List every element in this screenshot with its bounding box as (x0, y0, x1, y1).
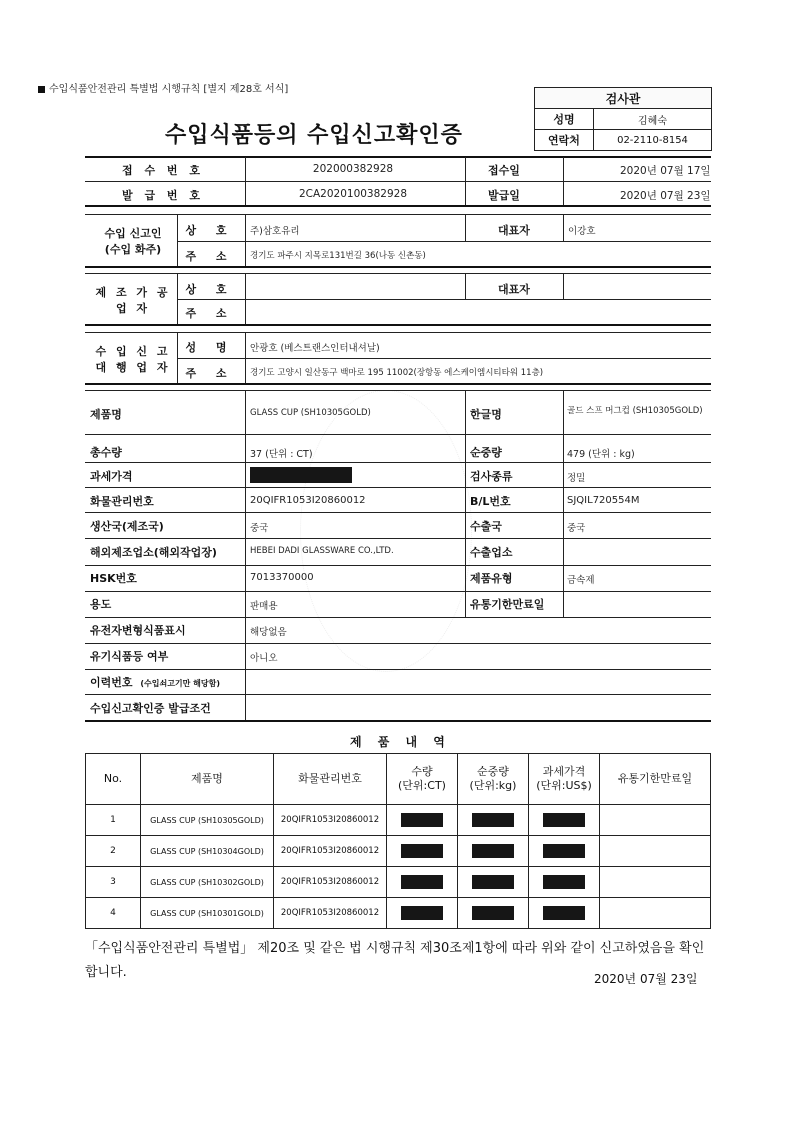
hsk-label: HSK번호 (90, 572, 137, 585)
table-row (86, 805, 711, 836)
item-price (529, 805, 600, 836)
redacted-taxable-price (250, 467, 352, 483)
divider (85, 643, 711, 644)
agent-name-label: 성 명 (185, 341, 235, 354)
agent-address: 경기도 고양시 일산동구 백마로 195 11002(장항동 에스케이엠시티타워 11층) (250, 368, 544, 378)
column-divider (245, 274, 246, 324)
divider (85, 487, 711, 488)
col-header-no: No. (86, 754, 141, 805)
item-name: GLASS CUP (SH10305GOLD) (141, 805, 274, 836)
manufacturer-label-line1: 제 조 가 공 (95, 286, 171, 299)
organic: 아니오 (250, 653, 278, 664)
importer-rep-label: 대표자 (498, 224, 530, 237)
divider (85, 694, 711, 695)
redacted-price (543, 813, 585, 827)
item-weight (458, 836, 529, 867)
product-type-label: 제품유형 (470, 572, 513, 585)
item-no: 2 (86, 836, 141, 867)
importer-company: 주)삼호유리 (250, 226, 300, 237)
agent-label (88, 344, 178, 376)
confirmation-date: 2020년 07월 23일 (594, 972, 698, 986)
trace-note: (수입쇠고기만 해당함) (140, 679, 221, 688)
use-label: 용도 (90, 598, 112, 611)
item-cargo: 20QIFR1053I20860012 (274, 836, 387, 867)
col-header-weight: 순중량 (단위:kg) (458, 754, 529, 805)
trace-label (90, 674, 220, 690)
item-weight (458, 805, 529, 836)
trace-label-text: 이력번호 (90, 676, 133, 689)
item-cargo: 20QIFR1053I20860012 (274, 805, 387, 836)
column-divider (563, 215, 564, 241)
column-divider (465, 391, 466, 617)
items-header-row (86, 754, 711, 805)
overseas-mfr-label: 해외제조업소(해외작업장) (90, 546, 217, 559)
column-divider (465, 274, 466, 299)
redacted-weight (472, 875, 514, 889)
redacted-weight (472, 906, 514, 920)
column-divider (245, 391, 246, 720)
table-row (86, 867, 711, 898)
inspector-name: 김혜숙 (594, 109, 712, 130)
form-note-text: 수입식품안전관리 특별법 시행규칙 [별지 제28호 서식] (49, 84, 289, 95)
column-divider (563, 274, 564, 299)
taxable-price-label: 과세가격 (90, 470, 133, 483)
inspector-box (534, 87, 712, 151)
column-divider (563, 391, 564, 617)
col-header-expiry: 유통기한만료일 (600, 754, 711, 805)
product-name: GLASS CUP (SH10305GOLD) (250, 408, 371, 418)
column-divider (245, 333, 246, 383)
receipt-date: 2020년 07월 17일 (620, 165, 711, 177)
form-reference-note (38, 80, 288, 95)
receipt-date-label: 접수일 (488, 164, 520, 177)
divider (85, 669, 711, 670)
issue-no: 2CA2020100382928 (298, 188, 408, 200)
divider (85, 266, 711, 268)
net-weight: 479 (단위 : kg) (567, 449, 635, 460)
item-expiry (600, 867, 711, 898)
column-divider (177, 215, 178, 266)
item-qty (387, 867, 458, 898)
column-divider (465, 157, 466, 205)
item-weight (458, 867, 529, 898)
exporter-label: 수출업소 (470, 546, 513, 559)
gmo: 해당없음 (250, 627, 287, 638)
korean-name-label: 한글명 (470, 408, 502, 421)
item-name: GLASS CUP (SH10304GOLD) (141, 836, 274, 867)
inspector-name-label: 성명 (535, 109, 594, 130)
redacted-weight (472, 813, 514, 827)
product-name-label: 제품명 (90, 408, 122, 421)
agent-name: 안광호 (베스트랜스인터내셔날) (250, 343, 380, 354)
origin: 중국 (250, 523, 269, 534)
column-divider (563, 157, 564, 205)
item-no: 3 (86, 867, 141, 898)
use: 판매용 (250, 601, 278, 612)
importer-address: 경기도 파주시 지목로131번길 36(나동 신촌동) (250, 251, 426, 261)
col-header-cargo: 화물관리번호 (274, 754, 387, 805)
redacted-qty (401, 813, 443, 827)
divider (177, 241, 711, 242)
column-divider (245, 157, 246, 205)
item-name: GLASS CUP (SH10302GOLD) (141, 867, 274, 898)
divider (85, 156, 711, 158)
agent-address-label: 주 소 (185, 367, 235, 380)
divider (85, 324, 711, 326)
export-country: 중국 (567, 523, 586, 534)
manufacturer-rep-label: 대표자 (498, 283, 530, 296)
cargo-no: 20QIFR1053I20860012 (250, 495, 366, 506)
items-section-title: 제 품 내 역 (350, 735, 451, 749)
divider (85, 512, 711, 513)
overseas-mfr: HEBEI DADI GLASSWARE CO.,LTD. (250, 546, 394, 556)
issue-date: 2020년 07월 23일 (620, 190, 711, 202)
divider (177, 299, 711, 300)
item-qty (387, 805, 458, 836)
item-price (529, 867, 600, 898)
divider (177, 358, 711, 359)
table-row (86, 836, 711, 867)
expiry-label: 유통기한만료일 (470, 598, 545, 611)
divider (85, 205, 711, 207)
importer-rep: 이강호 (568, 226, 596, 237)
confirmation-statement: 「수입식품안전관리 특별법」 제20조 및 같은 법 시행규칙 제30조제1항에 따라 위와 같이 신고하였음을 확인합니다. (85, 941, 705, 980)
inspector-contact: 02-2110-8154 (594, 130, 712, 151)
importer-label-line2: (수입 화주) (104, 243, 162, 256)
cargo-no-label: 화물관리번호 (90, 495, 154, 508)
divider (85, 383, 711, 385)
redacted-price (543, 906, 585, 920)
divider (85, 273, 711, 274)
square-bullet-icon (38, 86, 45, 93)
column-divider (245, 215, 246, 266)
product-type: 금속제 (567, 575, 595, 586)
item-no: 4 (86, 898, 141, 929)
item-cargo: 20QIFR1053I20860012 (274, 867, 387, 898)
table-row (86, 898, 711, 929)
divider (85, 591, 711, 592)
divider (85, 720, 711, 722)
origin-label: 생산국(제조국) (90, 520, 164, 533)
bl-no-label: B/L번호 (470, 495, 511, 508)
bl-no: SJQIL720554M (567, 495, 640, 506)
divider (85, 434, 711, 435)
divider (85, 181, 711, 182)
item-no: 1 (86, 805, 141, 836)
item-cargo: 20QIFR1053I20860012 (274, 898, 387, 929)
manufacturer-address-label: 주 소 (185, 307, 235, 320)
col-header-qty: 수량 (단위:CT) (387, 754, 458, 805)
item-weight (458, 898, 529, 929)
issue-date-label: 발급일 (488, 189, 520, 202)
receipt-no: 202000382928 (312, 163, 394, 175)
item-expiry (600, 805, 711, 836)
korean-name: 골드 스프 머그컵 (SH10305GOLD) (567, 406, 703, 416)
agent-label-line2: 대 행 업 자 (95, 361, 171, 374)
hsk: 7013370000 (250, 572, 314, 583)
item-name: GLASS CUP (SH10301GOLD) (141, 898, 274, 929)
manufacturer-label-line2: 업 자 (115, 302, 151, 315)
manufacturer-company-label: 상 호 (185, 283, 235, 296)
total-qty-label: 총수량 (90, 446, 122, 459)
col-header-price: 과세가격 (단위:US$) (529, 754, 600, 805)
watermark-seal (300, 390, 472, 672)
divider (85, 617, 711, 618)
gmo-label: 유전자변형식품표시 (90, 624, 186, 637)
item-price (529, 898, 600, 929)
issue-no-label: 발 급 번 호 (122, 189, 204, 202)
item-qty (387, 836, 458, 867)
redacted-price (543, 844, 585, 858)
redacted-qty (401, 906, 443, 920)
inspector-contact-label: 연락처 (535, 130, 594, 151)
column-divider (465, 215, 466, 241)
column-divider (177, 333, 178, 383)
item-expiry (600, 836, 711, 867)
redacted-qty (401, 875, 443, 889)
divider (85, 332, 711, 333)
column-divider (177, 274, 178, 324)
divider (85, 390, 711, 391)
manufacturer-label (88, 285, 178, 317)
divider (85, 538, 711, 539)
importer-company-label: 상 호 (185, 224, 235, 237)
item-price (529, 836, 600, 867)
col-header-name: 제품명 (141, 754, 274, 805)
inspection-type: 정밀 (567, 473, 586, 484)
net-weight-label: 순중량 (470, 446, 502, 459)
receipt-no-label: 접 수 번 호 (122, 164, 204, 177)
redacted-price (543, 875, 585, 889)
document-title: 수입식품등의 수입신고확인증 (165, 123, 463, 148)
item-qty (387, 898, 458, 929)
inspector-header: 검사관 (535, 88, 712, 109)
inspection-type-label: 검사종류 (470, 470, 513, 483)
divider (85, 462, 711, 463)
item-expiry (600, 898, 711, 929)
total-qty: 37 (단위 : CT) (250, 449, 313, 460)
importer-label (88, 226, 178, 258)
redacted-weight (472, 844, 514, 858)
importer-address-label: 주 소 (185, 250, 235, 263)
export-country-label: 수출국 (470, 520, 502, 533)
divider (85, 565, 711, 566)
organic-label: 유기식품등 여부 (90, 650, 169, 663)
redacted-qty (401, 844, 443, 858)
importer-label-line1: 수입 신고인 (104, 227, 162, 240)
agent-label-line1: 수 입 신 고 (95, 345, 171, 358)
items-table (85, 753, 711, 929)
divider (85, 214, 711, 215)
conditions-label: 수입신고확인증 발급조건 (90, 702, 211, 715)
